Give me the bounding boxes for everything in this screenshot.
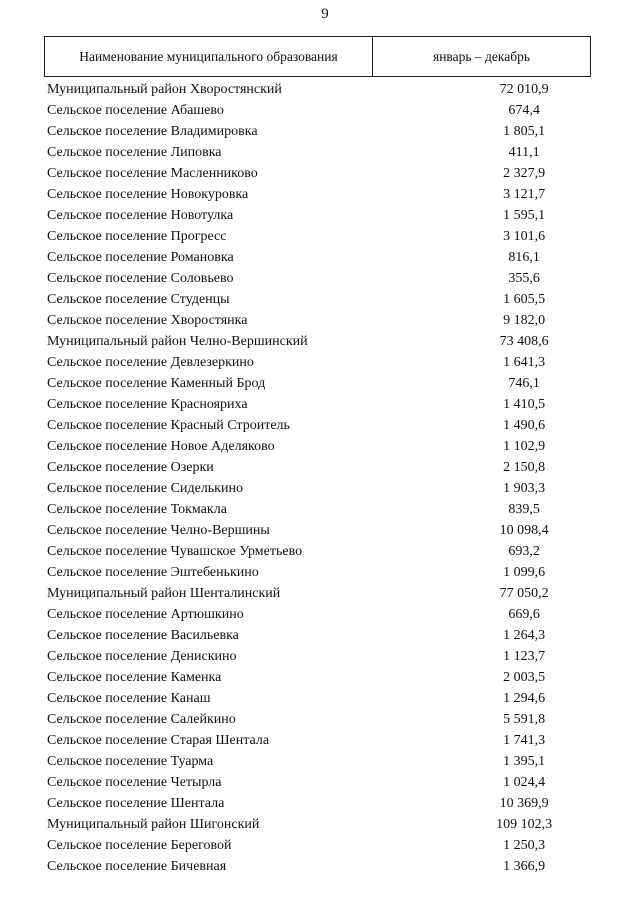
municipality-name: Сельское поселение Соловьево xyxy=(47,271,234,286)
municipality-name: Муниципальный район Шенталинский xyxy=(47,586,281,601)
municipality-name: Сельское поселение Краснояриха xyxy=(47,397,248,412)
municipality-name: Сельское поселение Романовка xyxy=(47,250,234,265)
annual-value: 1 903,3 xyxy=(503,481,546,496)
table-row xyxy=(47,163,607,184)
municipality-name: Сельское поселение Красный Строитель xyxy=(47,418,290,433)
annual-value: 1 641,3 xyxy=(503,355,546,370)
municipality-name: Сельское поселение Васильевка xyxy=(47,628,239,643)
table-row xyxy=(47,415,607,436)
municipality-name: Сельское поселение Бичевная xyxy=(47,859,227,874)
annual-value: 3 101,6 xyxy=(503,229,546,244)
table-row xyxy=(47,688,607,709)
table-row xyxy=(47,79,607,100)
municipality-name: Муниципальный район Шигонский xyxy=(47,817,260,832)
table-row xyxy=(47,373,607,394)
municipality-name: Сельское поселение Прогресс xyxy=(47,229,227,244)
municipality-name: Сельское поселение Новокуровка xyxy=(47,187,249,202)
annual-value: 10 098,4 xyxy=(499,523,549,538)
table-row xyxy=(47,751,607,772)
municipality-name: Сельское поселение Челно-Вершины xyxy=(47,523,270,538)
annual-value: 77 050,2 xyxy=(499,586,549,601)
table-row xyxy=(47,121,607,142)
annual-value: 1 123,7 xyxy=(503,649,546,664)
annual-value: 1 605,5 xyxy=(503,292,546,307)
table-row xyxy=(47,814,607,835)
table-row xyxy=(47,184,607,205)
annual-value: 1 264,3 xyxy=(503,628,546,643)
table-row xyxy=(47,772,607,793)
annual-value: 1 099,6 xyxy=(503,565,546,580)
municipality-name: Сельское поселение Денискино xyxy=(47,649,237,664)
municipality-name: Сельское поселение Туарма xyxy=(47,754,214,769)
annual-value: 1 102,9 xyxy=(503,439,546,454)
municipality-name: Сельское поселение Владимировка xyxy=(47,124,258,139)
annual-value: 73 408,6 xyxy=(499,334,549,349)
table-row xyxy=(47,100,607,121)
municipality-name: Сельское поселение Масленниково xyxy=(47,166,258,181)
municipality-name: Сельское поселение Студенцы xyxy=(47,292,230,307)
annual-value: 2 150,8 xyxy=(503,460,546,475)
annual-value: 355,6 xyxy=(508,271,540,286)
table-row xyxy=(47,289,607,310)
municipality-name: Сельское поселение Эштебенькино xyxy=(47,565,259,580)
municipality-name: Сельское поселение Новотулка xyxy=(47,208,234,223)
table-row xyxy=(47,310,607,331)
annual-value: 2 327,9 xyxy=(503,166,546,181)
table-row xyxy=(47,604,607,625)
annual-value: 839,5 xyxy=(508,502,540,517)
annual-value: 816,1 xyxy=(508,250,540,265)
annual-value: 411,1 xyxy=(508,145,540,160)
municipality-name: Сельское поселение Новое Аделяково xyxy=(47,439,275,454)
annual-value: 693,2 xyxy=(508,544,540,559)
municipality-name: Сельское поселение Хворостянка xyxy=(47,313,248,328)
table-row xyxy=(47,352,607,373)
table-row xyxy=(47,730,607,751)
table-row xyxy=(47,583,607,604)
table-row xyxy=(47,667,607,688)
municipality-name: Сельское поселение Четырла xyxy=(47,775,222,790)
page-number: 9 xyxy=(321,6,329,22)
municipality-name: Сельское поселение Каменка xyxy=(47,670,222,685)
municipality-name: Сельское поселение Салейкино xyxy=(47,712,236,727)
table-row xyxy=(47,709,607,730)
table-row xyxy=(47,247,607,268)
municipality-name: Сельское поселение Каменный Брод xyxy=(47,376,266,391)
municipality-name: Сельское поселение Сиделькино xyxy=(47,481,243,496)
annual-value: 109 102,3 xyxy=(496,817,553,832)
municipality-name: Муниципальный район Челно-Вершинский xyxy=(47,334,308,349)
table-row xyxy=(47,856,607,877)
table-row xyxy=(47,499,607,520)
annual-value: 72 010,9 xyxy=(499,82,549,97)
annual-value: 5 591,8 xyxy=(503,712,546,727)
table-row xyxy=(47,436,607,457)
table-row xyxy=(47,394,607,415)
table-row xyxy=(47,646,607,667)
municipality-name: Сельское поселение Чувашское Урметьево xyxy=(47,544,303,559)
annual-value: 1 741,3 xyxy=(503,733,546,748)
municipality-name: Сельское поселение Береговой xyxy=(47,838,232,853)
municipality-name: Муниципальный район Хворостянский xyxy=(47,82,282,97)
annual-value: 1 366,9 xyxy=(503,859,546,874)
annual-value: 10 369,9 xyxy=(499,796,549,811)
annual-value: 1 595,1 xyxy=(503,208,546,223)
table-header xyxy=(44,36,591,77)
municipality-name: Сельское поселение Токмакла xyxy=(47,502,227,517)
annual-value: 1 805,1 xyxy=(503,124,546,139)
table-row xyxy=(47,205,607,226)
municipality-name: Сельское поселение Канаш xyxy=(47,691,211,706)
table-row xyxy=(47,226,607,247)
municipality-name: Сельское поселение Артюшкино xyxy=(47,607,244,622)
municipality-name: Сельское поселение Липовка xyxy=(47,145,222,160)
annual-value: 9 182,0 xyxy=(503,313,546,328)
table-row xyxy=(47,835,607,856)
municipality-name: Сельское поселение Девлезеркино xyxy=(47,355,254,370)
municipality-name: Сельское поселение Озерки xyxy=(47,460,214,475)
table-row xyxy=(47,331,607,352)
annual-value: 674,4 xyxy=(508,103,540,118)
table-row xyxy=(47,520,607,541)
table-row xyxy=(47,625,607,646)
annual-value: 1 410,5 xyxy=(503,397,546,412)
header-period-column: январь – декабрь xyxy=(432,48,530,64)
table-body xyxy=(47,79,607,877)
annual-value: 3 121,7 xyxy=(503,187,546,202)
table-row xyxy=(47,793,607,814)
header-name-column: Наименование муниципального образования xyxy=(45,37,373,76)
table-row xyxy=(47,457,607,478)
annual-value: 669,6 xyxy=(508,607,540,622)
table-row xyxy=(47,268,607,289)
table-row xyxy=(47,142,607,163)
annual-value: 1 250,3 xyxy=(503,838,546,853)
table-row xyxy=(47,562,607,583)
municipality-name: Сельское поселение Старая Шентала xyxy=(47,733,270,748)
municipality-name: Сельское поселение Шентала xyxy=(47,796,225,811)
annual-value: 1 024,4 xyxy=(503,775,546,790)
annual-value: 1 294,6 xyxy=(503,691,546,706)
table-row xyxy=(47,541,607,562)
municipality-name: Сельское поселение Абашево xyxy=(47,103,224,118)
table-row xyxy=(47,478,607,499)
annual-value: 1 490,6 xyxy=(503,418,546,433)
annual-value: 746,1 xyxy=(508,376,540,391)
annual-value: 2 003,5 xyxy=(503,670,546,685)
annual-value: 1 395,1 xyxy=(503,754,546,769)
